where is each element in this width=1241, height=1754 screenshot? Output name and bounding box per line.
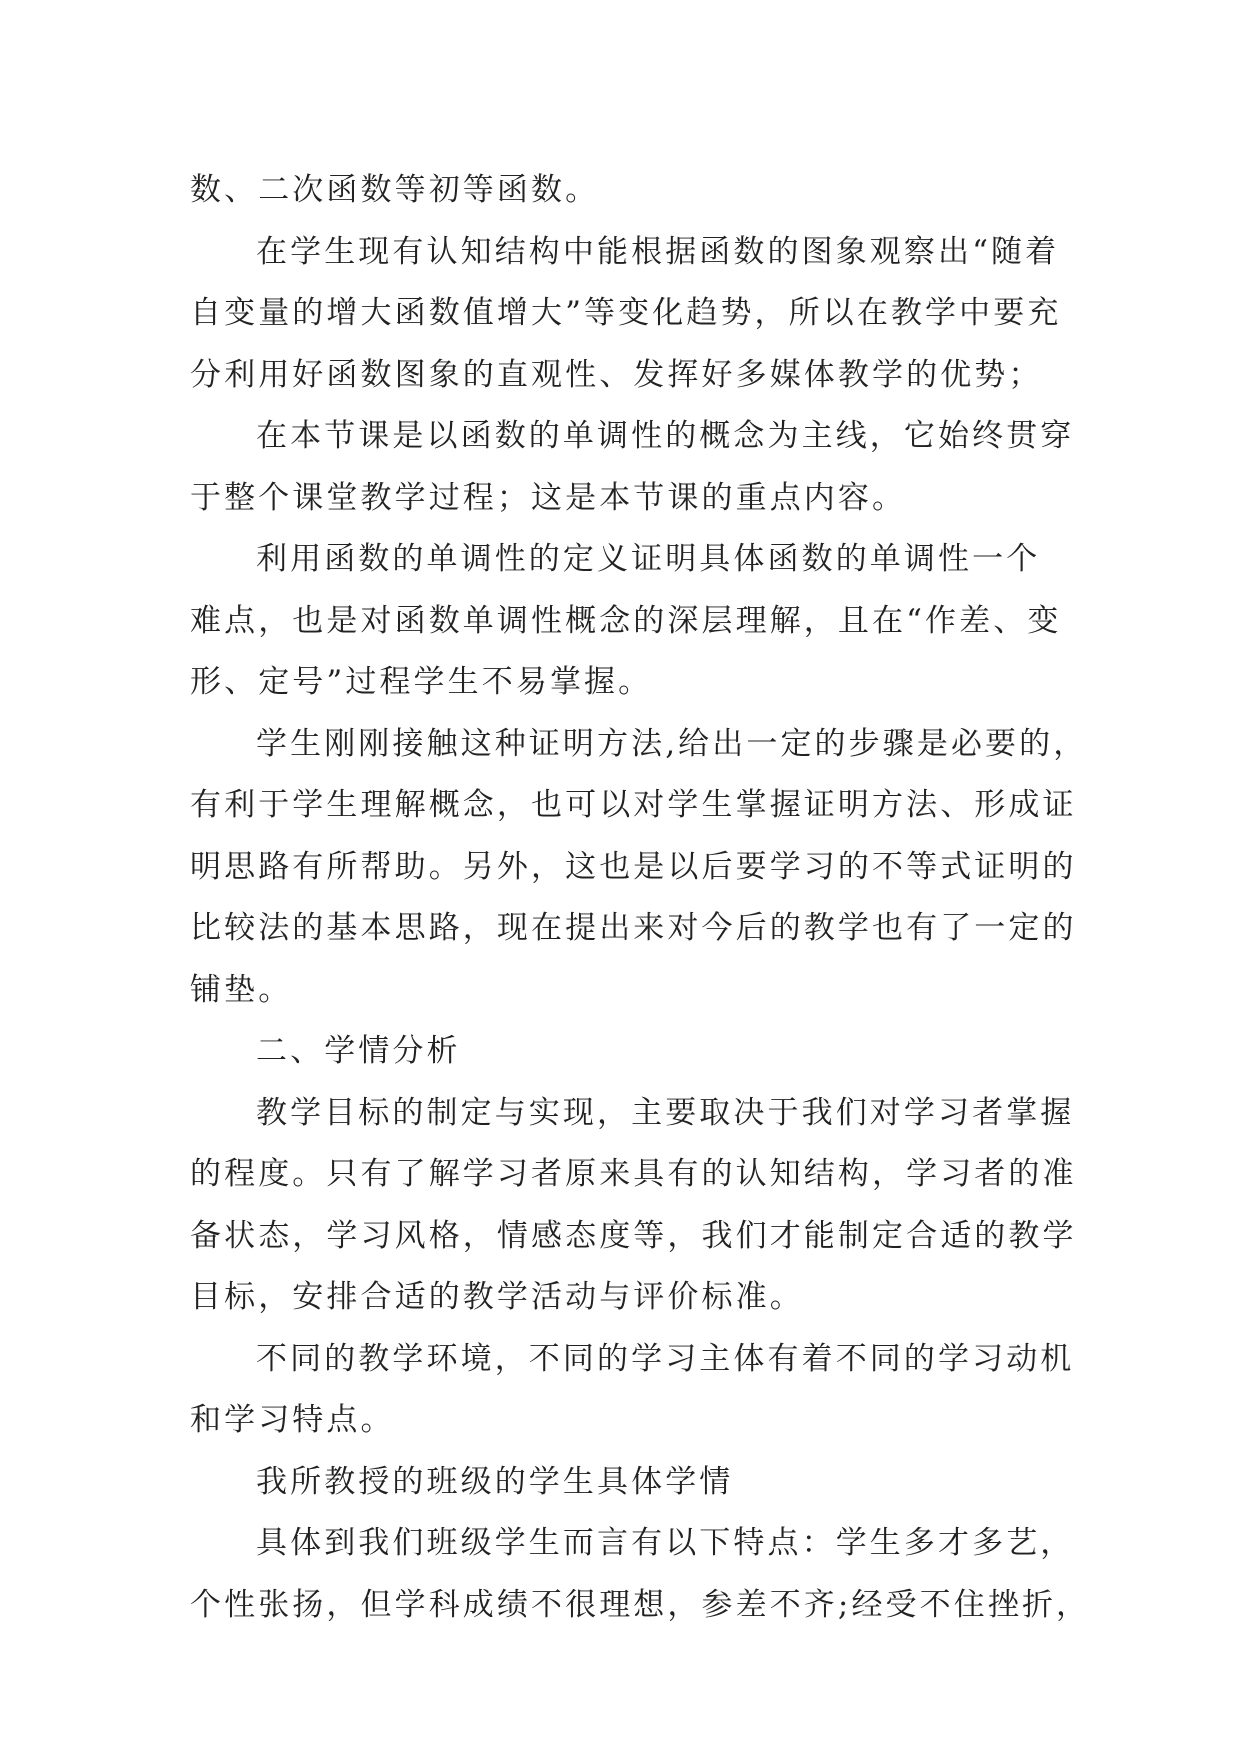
text-line: 形、定号”过程学生不易掌握。 [190, 664, 653, 700]
text-line: 有利于学生理解概念，也可以对学生掌握证明方法、形成证 [190, 787, 1077, 823]
text-line: 利用函数的单调性的定义证明具体函数的单调性一个 [256, 541, 1041, 577]
text-line: 不同的教学环境，不同的学习主体有着不同的学习动机 [256, 1340, 1075, 1377]
text-line: 明思路有所帮助。另外，这也是以后要学习的不等式证明的 [190, 848, 1077, 885]
text-line: 于整个课堂教学过程；这是本节课的重点内容。 [190, 479, 907, 516]
text-line: 比较法的基本思路，现在提出来对今后的教学也有了一定的 [190, 910, 1077, 946]
text-line: 铺垫。 [190, 971, 293, 1008]
text-line: 备状态，学习风格，情感态度等，我们才能制定合适的教学 [190, 1217, 1077, 1254]
text-line: 具体到我们班级学生而言有以下特点：学生多才多艺， [256, 1525, 1075, 1561]
text-line: 在本节课是以函数的单调性的概念为主线，它始终贯穿 [256, 418, 1075, 454]
document-body [190, 160, 1091, 1636]
text-line: 分利用好函数图象的直观性、发挥好多媒体教学的优势； [190, 356, 1043, 393]
text-line: 难点，也是对函数单调性概念的深层理解，且在“作差、变 [190, 602, 1062, 639]
text-line: 和学习特点。 [190, 1402, 395, 1438]
text-line: 教学目标的制定与实现，主要取决于我们对学习者掌握 [256, 1094, 1075, 1131]
text-line: 自变量的增大函数值增大”等变化趋势，所以在教学中要充 [190, 295, 1062, 331]
text-line: 的程度。只有了解学习者原来具有的认知结构，学习者的准 [190, 1156, 1077, 1192]
text-line: 我所教授的班级的学生具体学情 [256, 1463, 734, 1500]
section-heading: 二、学情分析 [256, 1033, 461, 1069]
text-line: 目标，安排合适的教学活动与评价标准。 [190, 1279, 804, 1315]
text-line: 学生刚刚接触这种证明方法,给出一定的步骤是必要的， [256, 725, 1088, 762]
text-line: 在学生现有认知结构中能根据函数的图象观察出“随着 [256, 233, 1060, 270]
text-line: 数、二次函数等初等函数。 [190, 172, 600, 208]
text-line: 个性张扬，但学科成绩不很理想，参差不齐;经受不住挫折， [190, 1586, 1091, 1623]
